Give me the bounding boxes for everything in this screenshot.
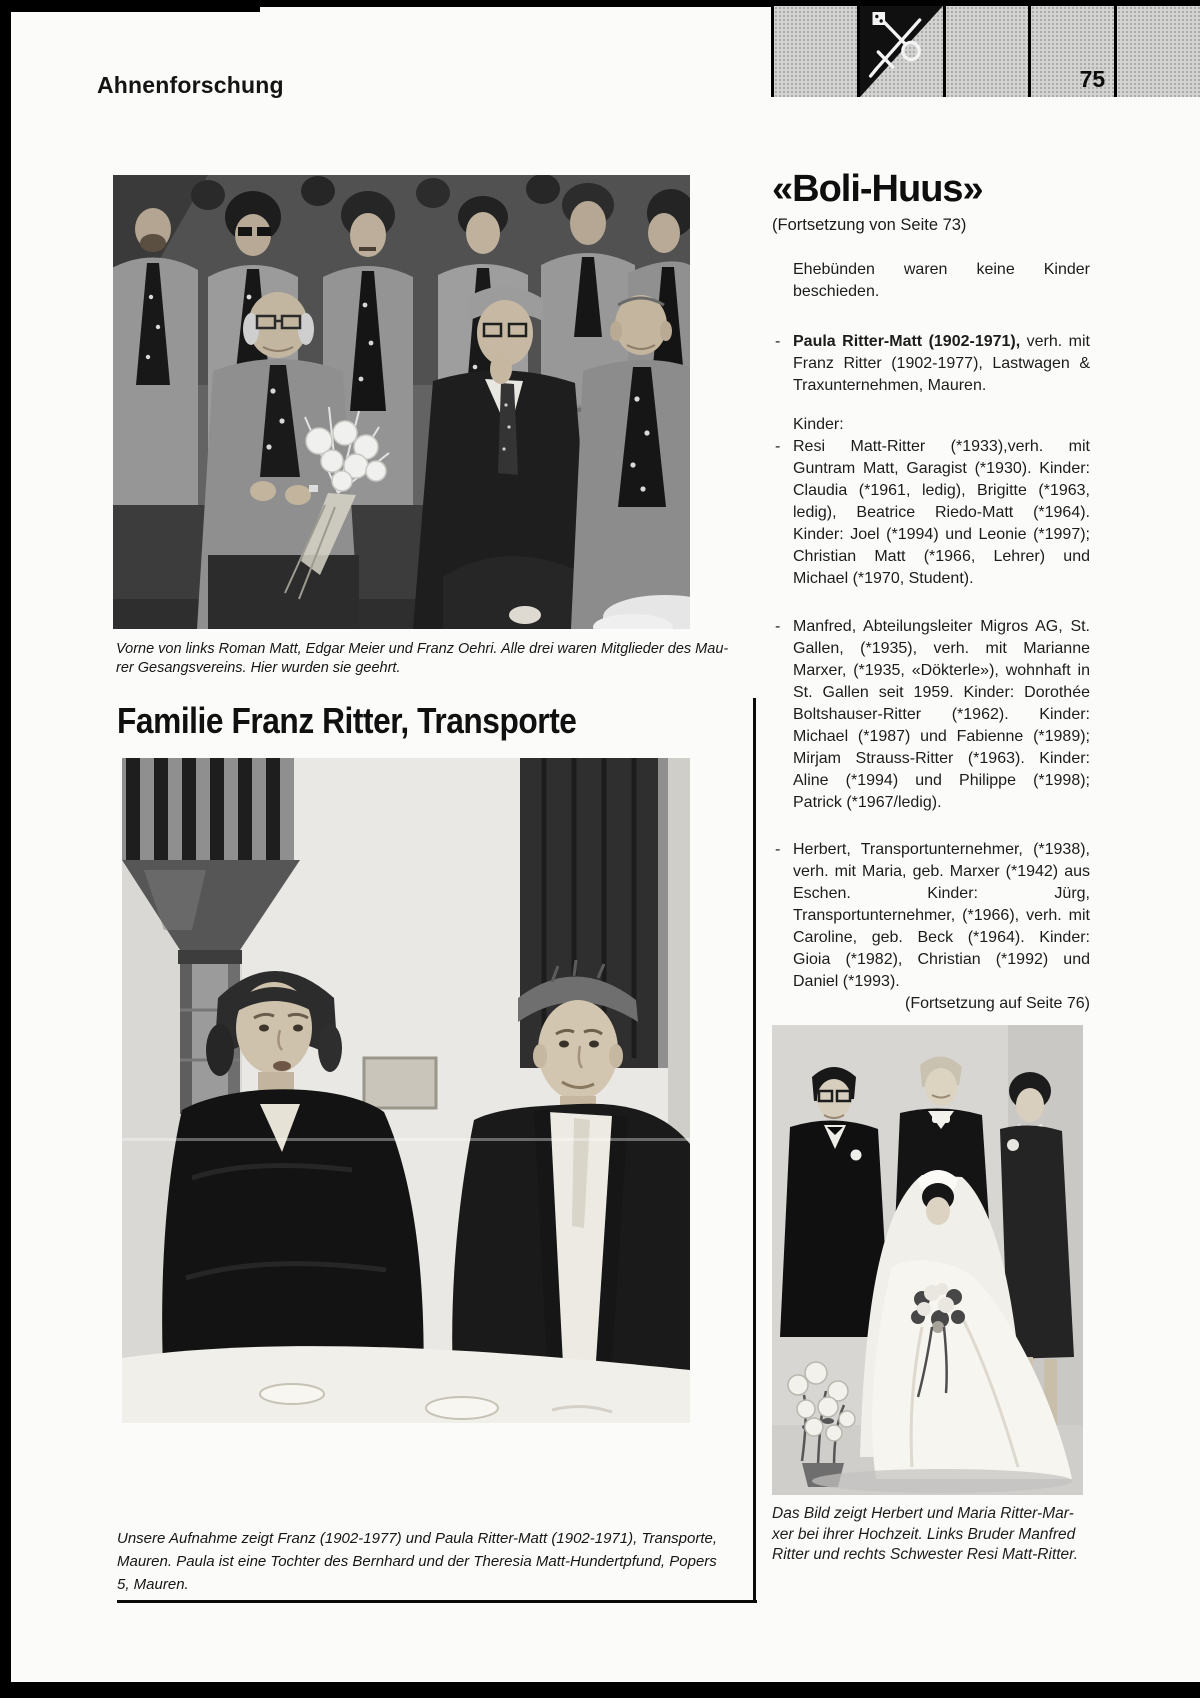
article-title: «Boli-Huus» [772,168,983,210]
group-photo [113,175,690,629]
band-box [946,6,1029,97]
entry-lead: Paula Ritter-Matt (1902-1971), [793,333,1021,350]
couple-photo-caption [117,1527,757,1596]
kinder-label: Kinder: [793,416,844,433]
couple-photo-illustration [122,758,690,1423]
bullet-dash: - [775,841,781,858]
caption-line: Das Bild zeigt Herbert und Maria Ritter-Mar- [772,1505,1074,1522]
group-photo-illustration [113,175,690,629]
scan-edge-top-left [0,0,260,12]
band-box-emblem [860,6,943,97]
continued-on-note: (Fortsetzung auf Seite 76) [905,995,1090,1012]
band-box [1117,6,1200,97]
couple-photo [122,758,690,1423]
wedding-photo-caption [772,1504,1085,1566]
article-bottom-rule [117,1600,757,1603]
entry-text: verh. mit Franz Ritter (1902-1977), Lastwagen & Traxunternehmen, Mauren. [793,333,1090,394]
caption-line: rer Gesangsvereins. Hier wurden sie geehrt. [116,659,401,676]
group-photo-caption [116,640,796,677]
caption-line: Mauren. Paula ist eine Tochter des Bernhard und der Theresia Matt-Hundertpfund, Popers [117,1553,717,1570]
wedding-photo [772,1025,1083,1495]
bullet-dash: - [775,438,781,455]
scan-edge-bottom [0,1682,1200,1698]
right-column [772,168,1090,1566]
band-box-pagenum [1031,6,1114,97]
band-box [774,6,857,97]
genealogy-entry [772,436,1090,590]
continued-from-note: (Fortsetzung von Seite 73) [772,216,967,234]
section-title: Ahnenforschung [97,72,284,98]
article-headline: Familie Franz Ritter, Transporte [117,700,577,741]
genealogy-entry [772,839,1090,993]
caption-line: xer bei ihrer Hochzeit. Links Bruder Manfred [772,1525,1076,1543]
genealogy-entry [772,331,1090,397]
genealogy-entry [772,616,1090,814]
header-band [771,6,1200,97]
entry-text: Herbert, Transportunternehmer, (*1938), verh. mit Maria, geb. Marxer (*1942) aus Eschen. Kinder: Jürg, Transportunternehmer, (*1966), verh. mit Caroline, geb. Beck (*1964). Kinder: Gioia (*1982), Christian (*1992) und Daniel (*1993). [793,841,1090,990]
page-number: 75 [1079,66,1106,92]
column-divider-rule [753,698,756,1603]
caption-line: Ritter und rechts Schwester Resi Matt-Ritter. [772,1546,1079,1563]
caption-line: 5, Mauren. [117,1576,189,1593]
scan-edge-left [0,0,11,1698]
caption-line: Vorne von links Roman Matt, Edgar Meier und Franz Oehri. Alle drei waren Mitglieder des Mau- [116,641,729,657]
wedding-photo-illustration [772,1025,1083,1495]
bullet-dash: - [775,333,781,350]
caption-line: Unsere Aufnahme zeigt Franz (1902-1977) und Paula Ritter-Matt (1902-1971), Transporte, [117,1530,718,1547]
crossed-key-and-sword-icon [860,6,943,97]
intro-paragraph: Ehebünden waren keine Kinder beschieden. [793,261,1090,300]
bullet-dash: - [775,618,781,635]
entry-text: Manfred, Abteilungsleiter Migros AG, St. Gallen, (*1935), verh. mit Marianne Marxer, (*1935, «Dökterle»), wohnhaft in St. Gallen seit 1959. Kinder: Dorothée Boltshauser-Ritter (*1962). Kinder: Michael (*1987) und Fabienne (*1989); Mirjam Strauss-Ritter (*1963). Kinder: Aline (*1994) und Philippe (*1998); Patrick (*1967/ledig). [793,618,1090,811]
entry-text: Resi Matt-Ritter (*1933),verh. mit Guntram Matt, Garagist (*1930). Kinder: Claudia (*1961, ledig), Brigitte (*1963, ledig), Beatrice Riedo-Matt (*1964). Kinder: Joel (*1994) und Leonie (*1997); Christian Matt (*1966, Lehrer) und Michael (*1970, Student). [793,438,1090,587]
